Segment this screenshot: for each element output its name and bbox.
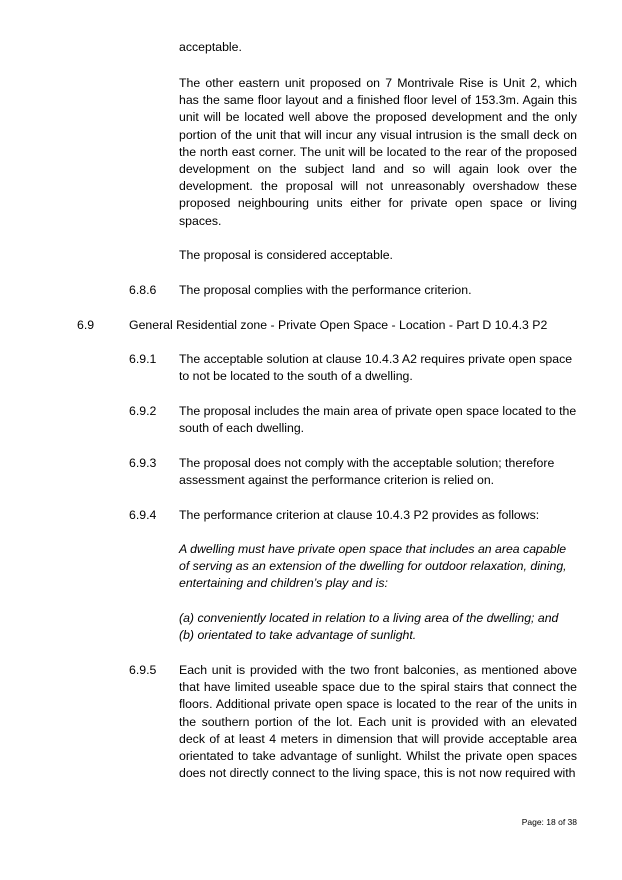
section-number-6-9: 6.9 bbox=[77, 318, 95, 332]
quote-item-b: (b) orientated to take advantage of sunlight. bbox=[179, 628, 417, 642]
page-number-footer: Page: 18 of 38 bbox=[521, 817, 577, 827]
item-number-6-9-1: 6.9.1 bbox=[129, 352, 157, 366]
item-number-6-9-3: 6.9.3 bbox=[129, 456, 157, 470]
unit2-paragraph: The other eastern unit proposed on 7 Montrivale Rise is Unit 2, which has the same floor layout and a finished floor level of 153.3m. Again this unit will be located well above the proposed development and the only portion of the unit that will incur any visual intrusion is the small deck on the north east corner. The unit will be located to the rear of the proposed development on the subject land and so will again look over the development. the proposal will not unreasonably overshadow these proposed neighbouring units either for private open space or living spaces. bbox=[179, 76, 577, 228]
quote-intro: A dwelling must have private open space that includes an area capable of serving as an extension of the dwelling for outdoor relaxation, dining, entertaining and children’s play and is: bbox=[179, 542, 567, 591]
section-heading-6-9: General Residential zone - Private Open Space - Location - Part D 10.4.3 P2 bbox=[129, 318, 548, 332]
quote-item-a: (a) conveniently located in relation to a living area of the dwelling; and bbox=[179, 611, 559, 625]
item-text-6-9-3: The proposal does not comply with the acceptable solution; therefore assessment against the performance criterion is relied on. bbox=[179, 456, 555, 488]
item-number-6-9-5: 6.9.5 bbox=[129, 663, 157, 677]
item-text-6-8-6: The proposal complies with the performance criterion. bbox=[179, 283, 472, 297]
item-text-6-9-5: Each unit is provided with the two front balconies, as mentioned above that have limited useable space due to the spiral stairs that connect the floors. Additional private open space is located to the rear of the units in the southern portion of the lot. Each unit is provided with an elevated deck of at least 4 meters in dimension that will provide acceptable area orientated to take advantage of sunlight. Whilst the private open spaces does not directly connect to the living space, this is not now required with bbox=[179, 663, 577, 781]
continuation-text: acceptable. bbox=[179, 40, 242, 54]
item-text-6-9-1: The acceptable solution at clause 10.4.3 A2 requires private open space to not be located to the south of a dwelling. bbox=[179, 352, 573, 384]
item-number-6-9-4: 6.9.4 bbox=[129, 508, 157, 522]
item-text-6-9-2: The proposal includes the main area of private open space located to the south of each dwelling. bbox=[179, 404, 577, 436]
acceptable-paragraph: The proposal is considered acceptable. bbox=[179, 248, 393, 262]
item-text-6-9-4: The performance criterion at clause 10.4.3 P2 provides as follows: bbox=[179, 508, 540, 522]
item-number-6-8-6: 6.8.6 bbox=[129, 283, 157, 297]
item-number-6-9-2: 6.9.2 bbox=[129, 404, 157, 418]
